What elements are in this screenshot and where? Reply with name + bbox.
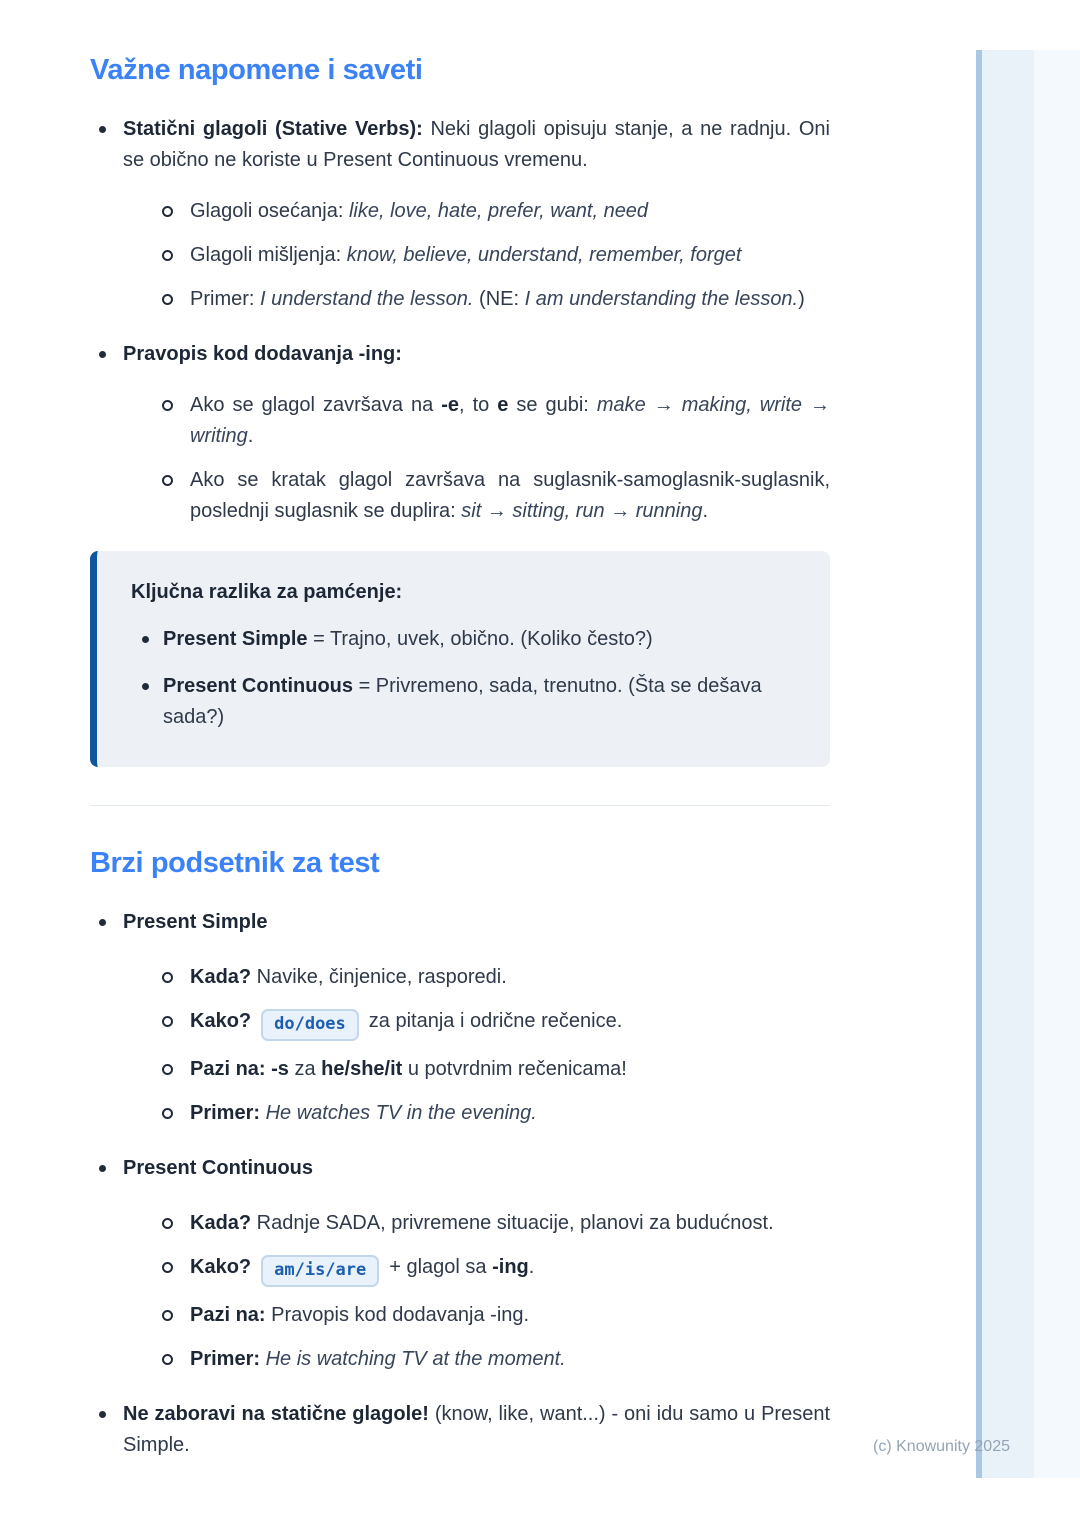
text-run: Ne zaboravi na statične glagole! [123,1403,429,1425]
sub-list-item [156,1208,830,1239]
text-run: Present Simple [123,911,268,933]
sub-list-item [156,465,830,527]
sub-list-item [156,196,830,227]
sub-list-item [156,284,830,315]
text-run: Kada? [190,1212,252,1234]
text-run: Present Continuous [123,1157,314,1179]
list-item [90,339,830,527]
paragraph [123,1153,830,1184]
paragraph [123,907,830,938]
sub-list-item [156,1300,830,1331]
sub-bullet-list [156,196,830,315]
text-run: I understand the lesson. [260,288,474,310]
text-run: Primer: [190,1348,261,1370]
sub-list-item [156,240,830,271]
text-run: Pravopis kod dodavanja -ing. [265,1304,530,1326]
text-run: Primer: [190,1102,261,1124]
text-run: , to [459,394,498,416]
callout-list [131,624,800,733]
text-run: -ing [492,1256,529,1278]
text-run: za [288,1058,322,1080]
text-run: se gubi: [508,394,597,416]
text-run: Ako se kratak glagol završava na suglasnik-samoglasnik-suglasnik, poslednji suglasnik se duplira: [190,469,830,522]
text-run: -e [441,394,460,416]
section-heading-notes: Važne napomene i saveti [90,54,423,86]
text-run: ) [798,288,805,310]
text-run: + glagol sa [389,1256,493,1278]
text-run: Statični glagoli (Stative Verbs): [123,118,431,140]
text-run: Present Simple [163,628,308,650]
list-item [90,1153,830,1375]
text-run: Neki glagoli opisuju stanje, a ne radnju. Oni se obično ne koriste u Present Continuous vremenu. [123,118,830,171]
text-run: sit → sitting, run → running [461,500,703,522]
text-run: Navike, činjenice, rasporedi. [251,966,507,988]
section-heading-reminder: Brzi podsetnik za test [90,847,380,879]
sub-list-item [156,1006,830,1041]
text-run: like, love, hate, prefer, want, need [348,200,649,222]
next-page-edge-faint [1034,50,1080,1478]
bullet-list [90,907,830,1461]
text-run: Pravopis kod dodavanja -ing: [123,343,402,365]
text-run: He watches TV in the evening. [260,1102,537,1124]
bullet-list [90,114,830,527]
code-chip: am/is/are [261,1255,379,1287]
text-run: Kako? [190,1010,252,1032]
text-run: Glagoli osećanja: [190,200,349,222]
text-run: he/she/it [321,1058,403,1080]
text-run: Kada? [190,966,252,988]
page-content [90,53,830,1485]
text-run: za pitanja i odrične rečenice. [368,1010,623,1032]
callout-title: Ključna razlika za pamćenje: [131,581,403,603]
text-run: . [528,1256,535,1278]
text-run: (NE: [473,288,525,310]
text-run: know, believe, understand, remember, forget [346,244,742,266]
text-run: Radnje SADA, privremene situacije, planovi za budućnost. [251,1212,774,1234]
text-run: Kako? [190,1256,252,1278]
text-run: Present Continuous [163,675,354,697]
callout-item [131,624,800,655]
list-item [90,114,830,315]
callout-box [90,551,830,767]
paragraph [123,114,830,176]
text-run: Glagoli mišljenja: [190,244,347,266]
sub-bullet-list [156,1208,830,1375]
text-run: Primer: [190,288,260,310]
text-run: Pazi na: -s [190,1058,289,1080]
copyright-footer: (c) Knowunity 2025 [873,1438,1010,1455]
callout-item [131,671,800,733]
sub-bullet-list [156,390,830,527]
text-run: Ako se glagol završava na [190,394,442,416]
text-run: = Trajno, uvek, obično. (Koliko često?) [307,628,653,650]
sub-list-item [156,1344,830,1375]
sub-list-item [156,1252,830,1287]
sub-list-item [156,1098,830,1129]
divider [90,805,830,806]
sub-bullet-list [156,962,830,1129]
text-run: = Privremeno, sada, trenutno. (Šta se dešava sada?) [163,675,762,728]
sub-list-item [156,962,830,993]
text-run: Pazi na: [190,1304,266,1326]
text-run: I am understanding the lesson. [524,288,799,310]
text-run: make → making, write → writing [190,394,830,447]
next-page-edge-strip [982,50,1034,1478]
sub-list-item [156,1054,830,1085]
sub-list-item [156,390,830,452]
text-run: . [247,425,254,447]
list-item [90,907,830,1129]
text-run: . [702,500,709,522]
text-run: e [497,394,509,416]
text-run: He is watching TV at the moment. [260,1348,566,1370]
text-run: (know, like, want...) - oni idu samo u Present Simple. [123,1403,830,1456]
paragraph [123,339,830,370]
code-chip: do/does [261,1009,359,1041]
text-run: u potvrdnim rečenicama! [402,1058,627,1080]
